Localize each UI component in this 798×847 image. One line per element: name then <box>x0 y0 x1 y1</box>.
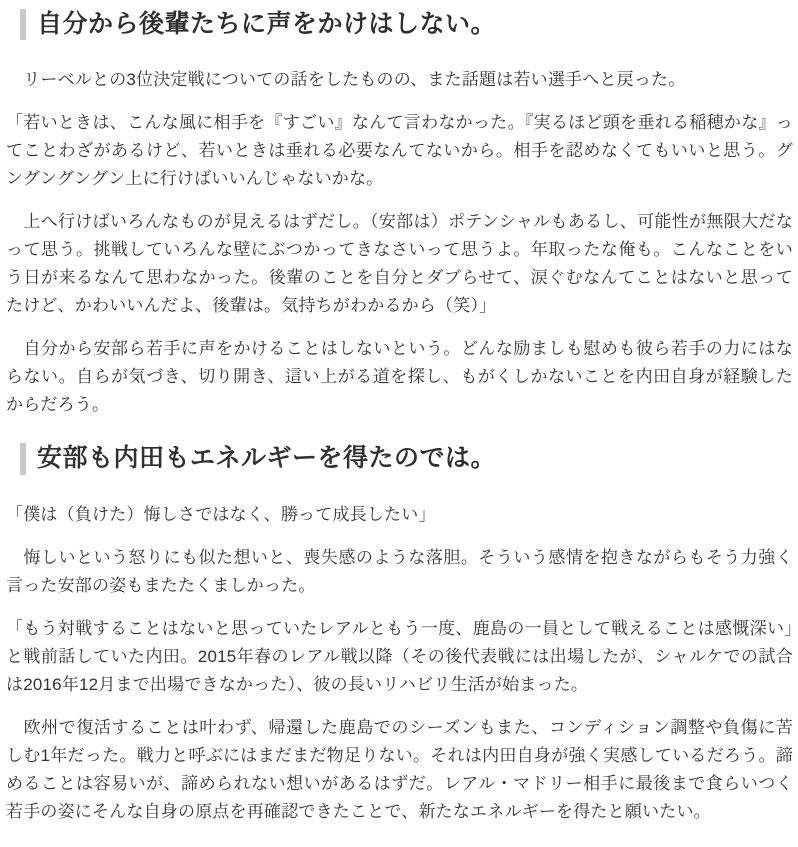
paragraph: 「若いときは、こんな風に相手を『すごい』なんて言わなかった。『実るほど頭を垂れる稲穂かな』ってことわざがあるけど、若いときは垂れる必要なんてないから。相手を認めなくてもいいと思う。グングングングン上に行けばいいんじゃないかな。 <box>6 113 793 189</box>
paragraph: 自分から安部ら若手に声をかけることはしないという。どんな励ましも慰めも彼ら若手の力にはならない。自らが気づき、切り開き、這い上がる道を探し、もがくしかないことを内田自身が経験したからだろう。 <box>6 339 793 415</box>
section-heading <box>20 443 793 474</box>
section-heading-text: 安部も内田もエネルギーを得たのでは。 <box>37 444 497 473</box>
heading-accent-bar <box>20 443 26 474</box>
paragraph: 欧州で復活することは叶わず、帰還した鹿島でのシーズンもまた、コンディション調整や負傷に苦しむ1年だった。戦力と呼ぶにはまだまだ物足りない。それは内田自身が強く実感しているだろう。諦めることは容易いが、諦められない想いがあるはずだ。レアル・マドリー相手に最後まで食らいつく若手の姿にそんな自身の原点を再確認できたことで、新たなエネルギーを得たと願いたい。 <box>6 717 793 821</box>
heading-accent-bar <box>20 9 26 40</box>
paragraph: 悔しいという怒りにも似た想いと、喪失感のような落胆。そういう感情を抱きながらもそう力強く言った安部の姿もまたたくましかった。 <box>6 547 793 595</box>
section-heading <box>20 9 793 40</box>
paragraph: 「もう対戦することはないと思っていたレアルともう一度、鹿島の一員として戦えることは感慨深い」と戦前話していた内田。2015年春のレアル戦以降（その後代表戦には出場したが、シャルケでの試合は2016年12月まで出場できなかった）、彼の長いリハビリ生活が始まった。 <box>6 618 793 694</box>
paragraph: リーベルとの3位決定戦についての話をしたものの、また話題は若い選手へと戻った。 <box>6 70 686 90</box>
section-heading-text: 自分から後輩たちに声をかけはしない。 <box>37 10 497 38</box>
paragraph: 上へ行けばいろんなものが見えるはずだし。（安部は）ポテンシャルもあるし、可能性が無限大だなって思う。挑戦していろんな壁にぶつかってきなさいって思うよ。年取ったな俺も。こんなことをいう日が来るなんて思わなかった。後輩のことを自分とダブらせて、涙ぐむなんてことはないと思ってたけど、かわいいんだよ、後輩は。気持ちがわかるから（笑）」 <box>6 212 793 316</box>
paragraph: 「僕は（負けた）悔しさではなく、勝って成長したい」 <box>6 504 436 524</box>
